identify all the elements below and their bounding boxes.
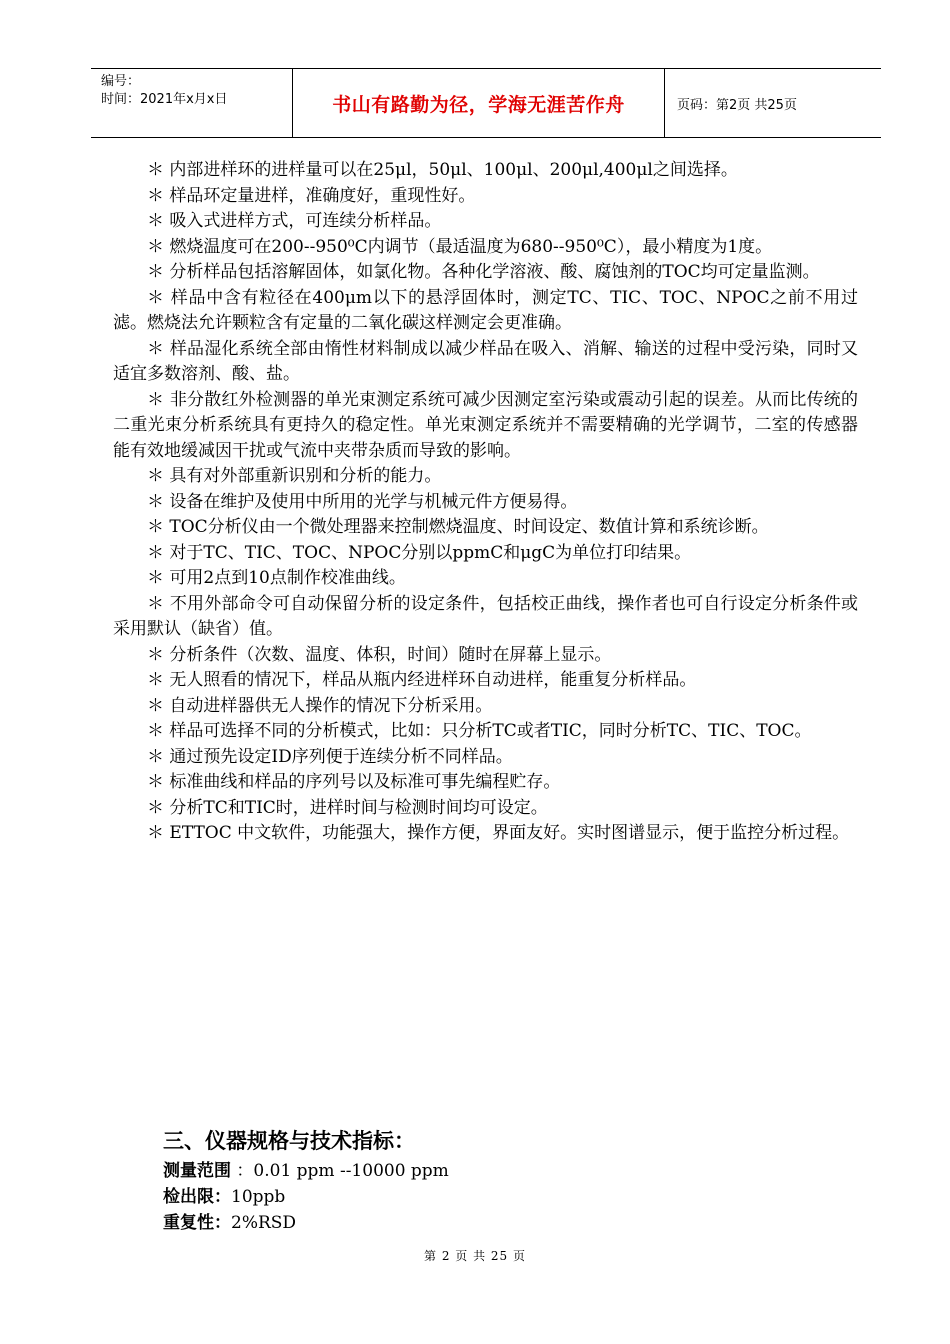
paragraph: ＊ 通过预先设定ID序列便于连续分析不同样品。: [147, 746, 513, 767]
spec-line: [163, 1158, 863, 1184]
spec-value: 10ppb: [231, 1187, 286, 1207]
header-date: 时间：2021年x月x日: [101, 92, 228, 107]
paragraph: ＊ 内部进样环的进样量可以在25μl，50μl、100μl、200μl,400μl之间选择。: [147, 160, 738, 180]
paragraph: ＊ 对于TC、TIC、TOC、NPOC分别以ppmC和μgC为单位打印结果。: [147, 542, 692, 563]
paragraph: ＊ 具有对外部重新识别和分析的能力。: [147, 466, 442, 486]
header-page-info: 页码：第2页 共25页: [677, 97, 797, 113]
header-motto: 书山有路勤为径，学海无涯苦作舟: [332, 93, 625, 116]
paragraph: ＊ TOC分析仪由一个微处理器来控制燃烧温度、时间设定、数值计算和系统诊断。: [147, 517, 769, 537]
paragraph: ＊ 燃烧温度可在200--950⁰C内调节（最适温度为680--950⁰C），最小精度为1度。: [147, 236, 773, 257]
spec-line: [163, 1210, 863, 1236]
header-number-label: 编号：: [101, 74, 141, 89]
specs-section: [163, 1126, 863, 1236]
paragraph: ＊ 样品中含有粒径在400μm以下的悬浮固体时，测定TC、TIC、TOC、NPOC之前不用过滤。燃烧法允许颗粒含有定量的二氧化碳这样测定会更准确。: [113, 287, 858, 333]
paragraph: ＊ 设备在维护及使用中所用的光学与机械元件方便易得。: [147, 491, 578, 512]
page-footer: 第 2 页 共 25 页: [424, 1249, 526, 1263]
spec-label: 检出限：: [163, 1187, 231, 1207]
spec-value: ：0.01 ppm --10000 ppm: [231, 1161, 449, 1181]
paragraph: ＊ 吸入式进样方式，可连续分析样品。: [147, 211, 442, 231]
paragraph: ＊ 标准曲线和样品的序列号以及标准可事先编程贮存。: [147, 772, 561, 792]
paragraph: ＊ 分析TC和TIC时，进样时间与检测时间均可设定。: [147, 797, 548, 818]
paragraph: ＊ 样品湿化系统全部由惰性材料制成以减少样品在吸入、消解、输送的过程中受污染，同时又适宜多数溶剂、酸、盐。: [113, 338, 858, 384]
paragraph: ＊ 自动进样器供无人操作的情况下分析采用。: [147, 695, 493, 716]
body-text: [113, 158, 858, 847]
paragraph: ＊ 不用外部命令可自动保留分析的设定条件，包括校正曲线，操作者也可自行设定分析条件或采用默认（缺省）值。: [113, 593, 858, 639]
spec-value: 2%RSD: [231, 1213, 297, 1233]
header-meta: [91, 69, 293, 137]
paragraph: ＊ 可用2点到10点制作校准曲线。: [147, 568, 406, 588]
paragraph: ＊ 分析条件（次数、温度、体积，时间）随时在屏幕上显示。: [147, 644, 612, 665]
paragraph: ＊ 分析样品包括溶解固体，如氯化物。各种化学溶液、酸、腐蚀剂的TOC均可定量监测。: [147, 262, 820, 282]
header-motto-cell: [293, 69, 665, 137]
section-title: 三、仪器规格与技术指标：: [163, 1129, 415, 1153]
spec-label: 重复性：: [163, 1213, 231, 1233]
document-header: [91, 68, 881, 138]
paragraph: ＊ 样品可选择不同的分析模式，比如：只分析TC或者TIC，同时分析TC、TIC、TOC。: [147, 721, 812, 741]
paragraph: ＊ 非分散红外检测器的单光束测定系统可减少因测定室污染或震动引起的误差。从而比传统的二重光束分析系统具有更持久的稳定性。单光束测定系统并不需要精确的光学调节，二室的传感器能有效地缓减因干扰或气流中夹带杂质而导致的影响。: [113, 389, 858, 461]
paragraph: ＊ ETTOC 中文软件，功能强大，操作方便，界面友好。实时图谱显示，便于监控分析过程。: [147, 823, 850, 843]
paragraph: ＊ 样品环定量进样，准确度好，重现性好。: [147, 185, 476, 206]
spec-label: 测量范围: [163, 1161, 231, 1181]
paragraph: ＊ 无人照看的情况下，样品从瓶内经进样环自动进样，能重复分析样品。: [147, 670, 697, 690]
spec-line: [163, 1184, 863, 1210]
